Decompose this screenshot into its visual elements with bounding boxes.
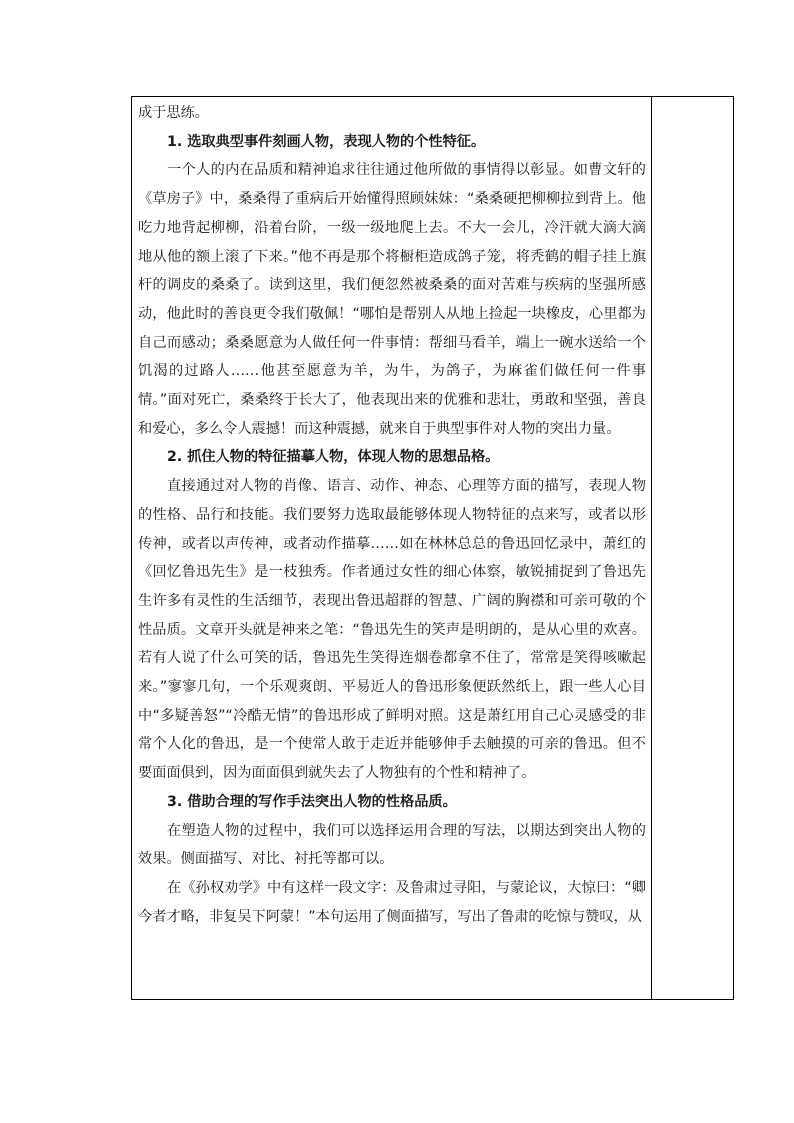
heading-2: 2. 抓住人物的特征描摹人物，体现人物的思想品格。	[167, 449, 500, 466]
paragraph-character-features: 直接通过对人物的肖像、语言、动作、神态、心理等方面的描写，表现人物的性格、品行和技能。我们要努力选取最能够体现人物特征的点来写，或者以形传神，或者以声传神，或者动作描摹……如在林林总总的鲁迅回忆录中，萧红的《回忆鲁迅先生》是一枝独秀。作者通过女性的细心体察，敏锐捕捉到了鲁迅先生许多有灵性的生活细节，表现出鲁迅超群的智慧、广阔的胸襟和可亲可敬的个性品质。文章开头就是神来之笔：“鲁迅先生的笑声是明朗的，是从心里的欢喜。若有人说了什么可笑的话，鲁迅先生笑得连烟卷都拿不住了，常常是笑得咳嗽起来。”寥寥几句，一个乐观爽朗、平易近人的鲁迅形象便跃然纸上，跟一些人心目中“多疑善怒”“冷酷无情”的鲁迅形成了鲜明对照。这是萧红用自己心灵感受的非常个人化的鲁迅，是一个使常人敢于走近并能够伸手去触摸的可亲的鲁迅。但不要面面俱到，因为面面俱到就失去了人物独有的个性和精神了。	[138, 478, 646, 782]
document-table	[131, 96, 734, 1000]
text-cell	[138, 99, 646, 931]
paragraph-typical-events: 一个人的内在品质和精神追求往往通过他所做的事情得以彰显。如曹文轩的《草房子》中，桑桑得了重病后开始懂得照顾妹妹：“桑桑硬把柳柳拉到背上。他吃力地背起柳柳，沿着台阶，一级一级地爬上去。不大一会儿，冷汗就大滴大滴地从他的额上滚了下来。”他不再是那个将橱柜造成鸽子笼，将秃鹤的帽子挂上旗杆的调皮的桑桑了。读到这里，我们便忽然被桑桑的面对苦难与疾病的坚强所感动，他此时的善良更令我们敬佩！“哪怕是帮别人从地上捡起一块橡皮，心里都为自己而感动；桑桑愿意为人做任何一件事情：帮细马看羊，端上一碗水送给一个饥渴的过路人……他甚至愿意为羊，为牛，为鸽子，为麻雀们做任何一件事情。”面对死亡，桑桑终于长大了，他表现出来的优雅和悲壮，勇敢和坚强，善良和爱心，多么令人震撼！而这种震撼，就来自于典型事件对人物的突出力量。	[138, 162, 646, 437]
paragraph-intro-tail: 成于思练。	[138, 105, 209, 121]
paragraph-sun-quan-example: 在《孙权劝学》中有这样一段文字：及鲁肃过寻阳，与蒙论议，大惊曰：“卿今者才略，非复吴下阿蒙！”本句运用了侧面描写，写出了鲁肃的吃惊与赞叹，从	[138, 879, 646, 925]
paragraph-writing-techniques: 在塑造人物的过程中，我们可以选择运用合理的写法，以期达到突出人物的效果。侧面描写、对比、衬托等都可以。	[138, 822, 646, 868]
heading-1: 1. 选取典型事件刻画人物，表现人物的个性特征。	[167, 133, 486, 150]
heading-3: 3. 借助合理的写作手法突出人物的性格品质。	[167, 793, 457, 810]
empty-right-cell	[652, 97, 733, 999]
